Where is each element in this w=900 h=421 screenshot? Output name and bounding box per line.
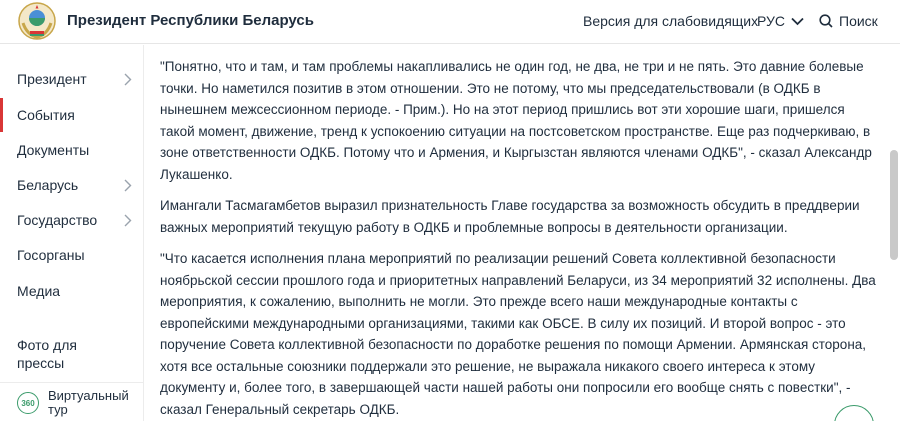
site-title[interactable]: Президент Республики Беларусь (67, 12, 314, 29)
virtual-tour-label: Виртуальный тур (48, 388, 129, 417)
virtual-tour-360-icon: 360 (17, 392, 39, 414)
language-selector[interactable] (757, 13, 804, 29)
sidebar-item-label: Госорганы (17, 247, 85, 263)
chevron-right-icon (124, 179, 132, 192)
search-icon (819, 14, 833, 28)
belarus-emblem-icon[interactable] (17, 1, 57, 41)
sidebar-item-label: Беларусь (17, 177, 79, 193)
sidebar-item-label: Документы (17, 142, 90, 158)
article-paragraph: "Что касается исполнения плана мероприятий по реализации решений Совета коллективной безопасности ноябрьской сессии прошлого года и приоритетных направлений Беларуси, из 34 мероприятий 32 исполнены. Два мероприятия, к сожалению, выполнить не могли. Это прежде всего наши международные контакты с европейскими международными организациями, такими как ОБСЕ. В силу их позиций. И второй вопрос - это поручение Совета коллективной безопасности по доработке решения по помощи Армении. Армянская сторона, хотя все остальные союзники поддержали это решение, не выражала никакого своего интереса к этому документу и, более того, в завершающей части нашей работы они попросили его вообще снять с повестки", - сказал Генеральный секретарь ОДКБ. (160, 251, 876, 417)
sidebar-item-label: Фото для прессы (17, 337, 77, 371)
sidebar-item-documents[interactable] (0, 141, 143, 159)
sidebar-item-government-bodies[interactable] (0, 246, 143, 264)
article-paragraph: Имангали Тасмагамбетов выразил признательность Главе государства за возможность обсудить в преддверии важных мероприятий текущую работу в ОДКБ и проблемные вопросы в деятельности организации. (160, 198, 860, 235)
virtual-tour-link[interactable] (0, 382, 143, 421)
language-label: РУС (757, 13, 786, 29)
chevron-right-icon (124, 73, 132, 86)
sidebar-item-label: Медиа (17, 283, 61, 299)
search-label: Поиск (839, 13, 878, 29)
sidebar-nav (0, 45, 144, 421)
sidebar-item-belarus[interactable] (0, 176, 143, 194)
page-scrollbar[interactable] (890, 150, 898, 260)
site-header (0, 0, 900, 44)
chevron-down-icon (791, 17, 804, 26)
article-body (160, 56, 876, 421)
sidebar-item-label: Президент (17, 71, 87, 87)
sidebar-item-media[interactable] (0, 282, 143, 300)
sidebar-item-label: События (17, 107, 75, 123)
sidebar-item-label: Государство (17, 212, 98, 228)
sidebar-item-events[interactable] (0, 106, 143, 124)
sidebar-item-press-photos[interactable] (0, 318, 143, 372)
sidebar-item-president[interactable] (0, 70, 143, 88)
low-vision-link[interactable]: Версия для слабовидящих (583, 13, 759, 29)
article-paragraph: "Понятно, что и там, и там проблемы накапливались не один год, не два, не три и не пять. Это давние болевые точки. Но наметился позитив в этом отношении. Это не потому, что мы председательствовали (в ОДКБ в нынешнем межсессионном периоде. - Прим.). Но на этот период пришлись вот эти хорошие шаги, пришелся такой момент, движение, тренд к успокоению ситуации на постсоветском пространстве. Еще раз подчеркиваю, в зоне ответственности ОДКБ. Потому что и Армения, и Кыргызстан являются членами ОДКБ", - сказал Александр Лукашенко. (160, 59, 872, 182)
search-button[interactable] (819, 13, 878, 29)
sidebar-item-state[interactable] (0, 211, 143, 229)
chevron-right-icon (124, 214, 132, 227)
